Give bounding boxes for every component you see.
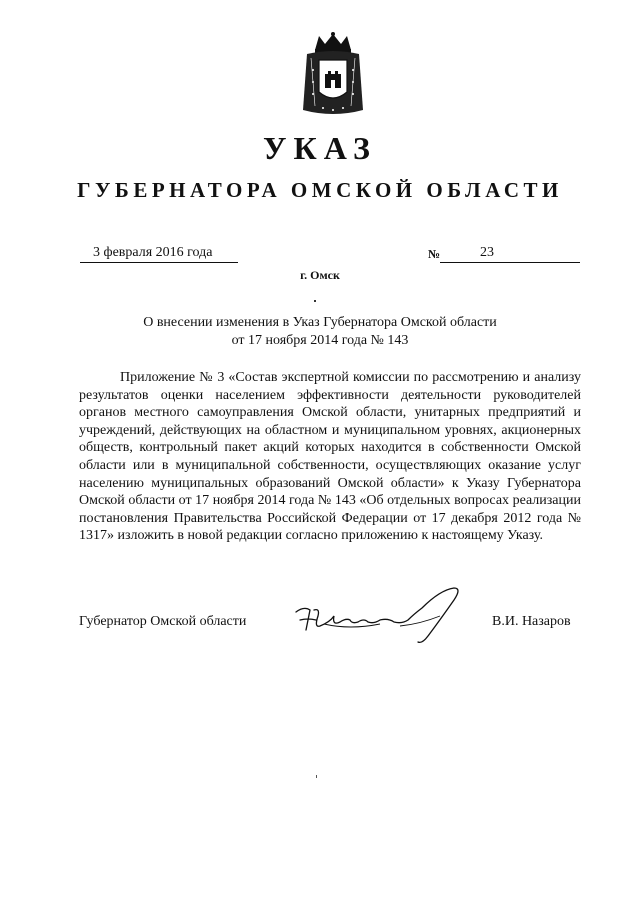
footer-mark [316,775,317,778]
decree-date: 3 февраля 2016 года [80,244,238,263]
subject-line-2: от 17 ноября 2014 года № 143 [231,333,409,348]
decree-subject [0,314,640,350]
number-label: № [428,247,441,261]
signer-title: Губернатор Омской области [79,614,247,629]
signer-name: В.И. Назаров [492,614,571,629]
coat-of-arms-icon [293,30,373,120]
decree-body: Приложение № 3 «Состав экспертной комиссии по рассмотрению и анализу результатов оценки населением эффективности деятельности руководителей органов местного самоуправления Омской области, унитарных предприятий и учреждений, действующих на областном и муниципальном уровнях, акционерных обществ, контрольный пакет акций которых находится в собственности Омской области или в муниципальной собственности, осуществляющих оказание услуг населению муниципальных образований Омской области» к Указу Губернатора Омской области от 17 ноября 2014 года № 143 «Об отдельных вопросах реализации постановления Правительства Российской Федерации от 17 декабря 2012 года № 1317» изложить в новой редакции согласно приложению к настоящему Указу. [79,370,581,544]
decree-subtitle: ГУБЕРНАТОРА ОМСКОЙ ОБЛАСТИ [77,178,563,202]
city-name: г. Омск [300,268,340,282]
center-dot [314,300,316,302]
decree-number: 23 [440,244,580,263]
decree-title: УКАЗ [263,130,377,166]
subject-line-1: О внесении изменения в Указ Губернатора Омской области [143,315,497,330]
signature-icon [290,580,470,650]
